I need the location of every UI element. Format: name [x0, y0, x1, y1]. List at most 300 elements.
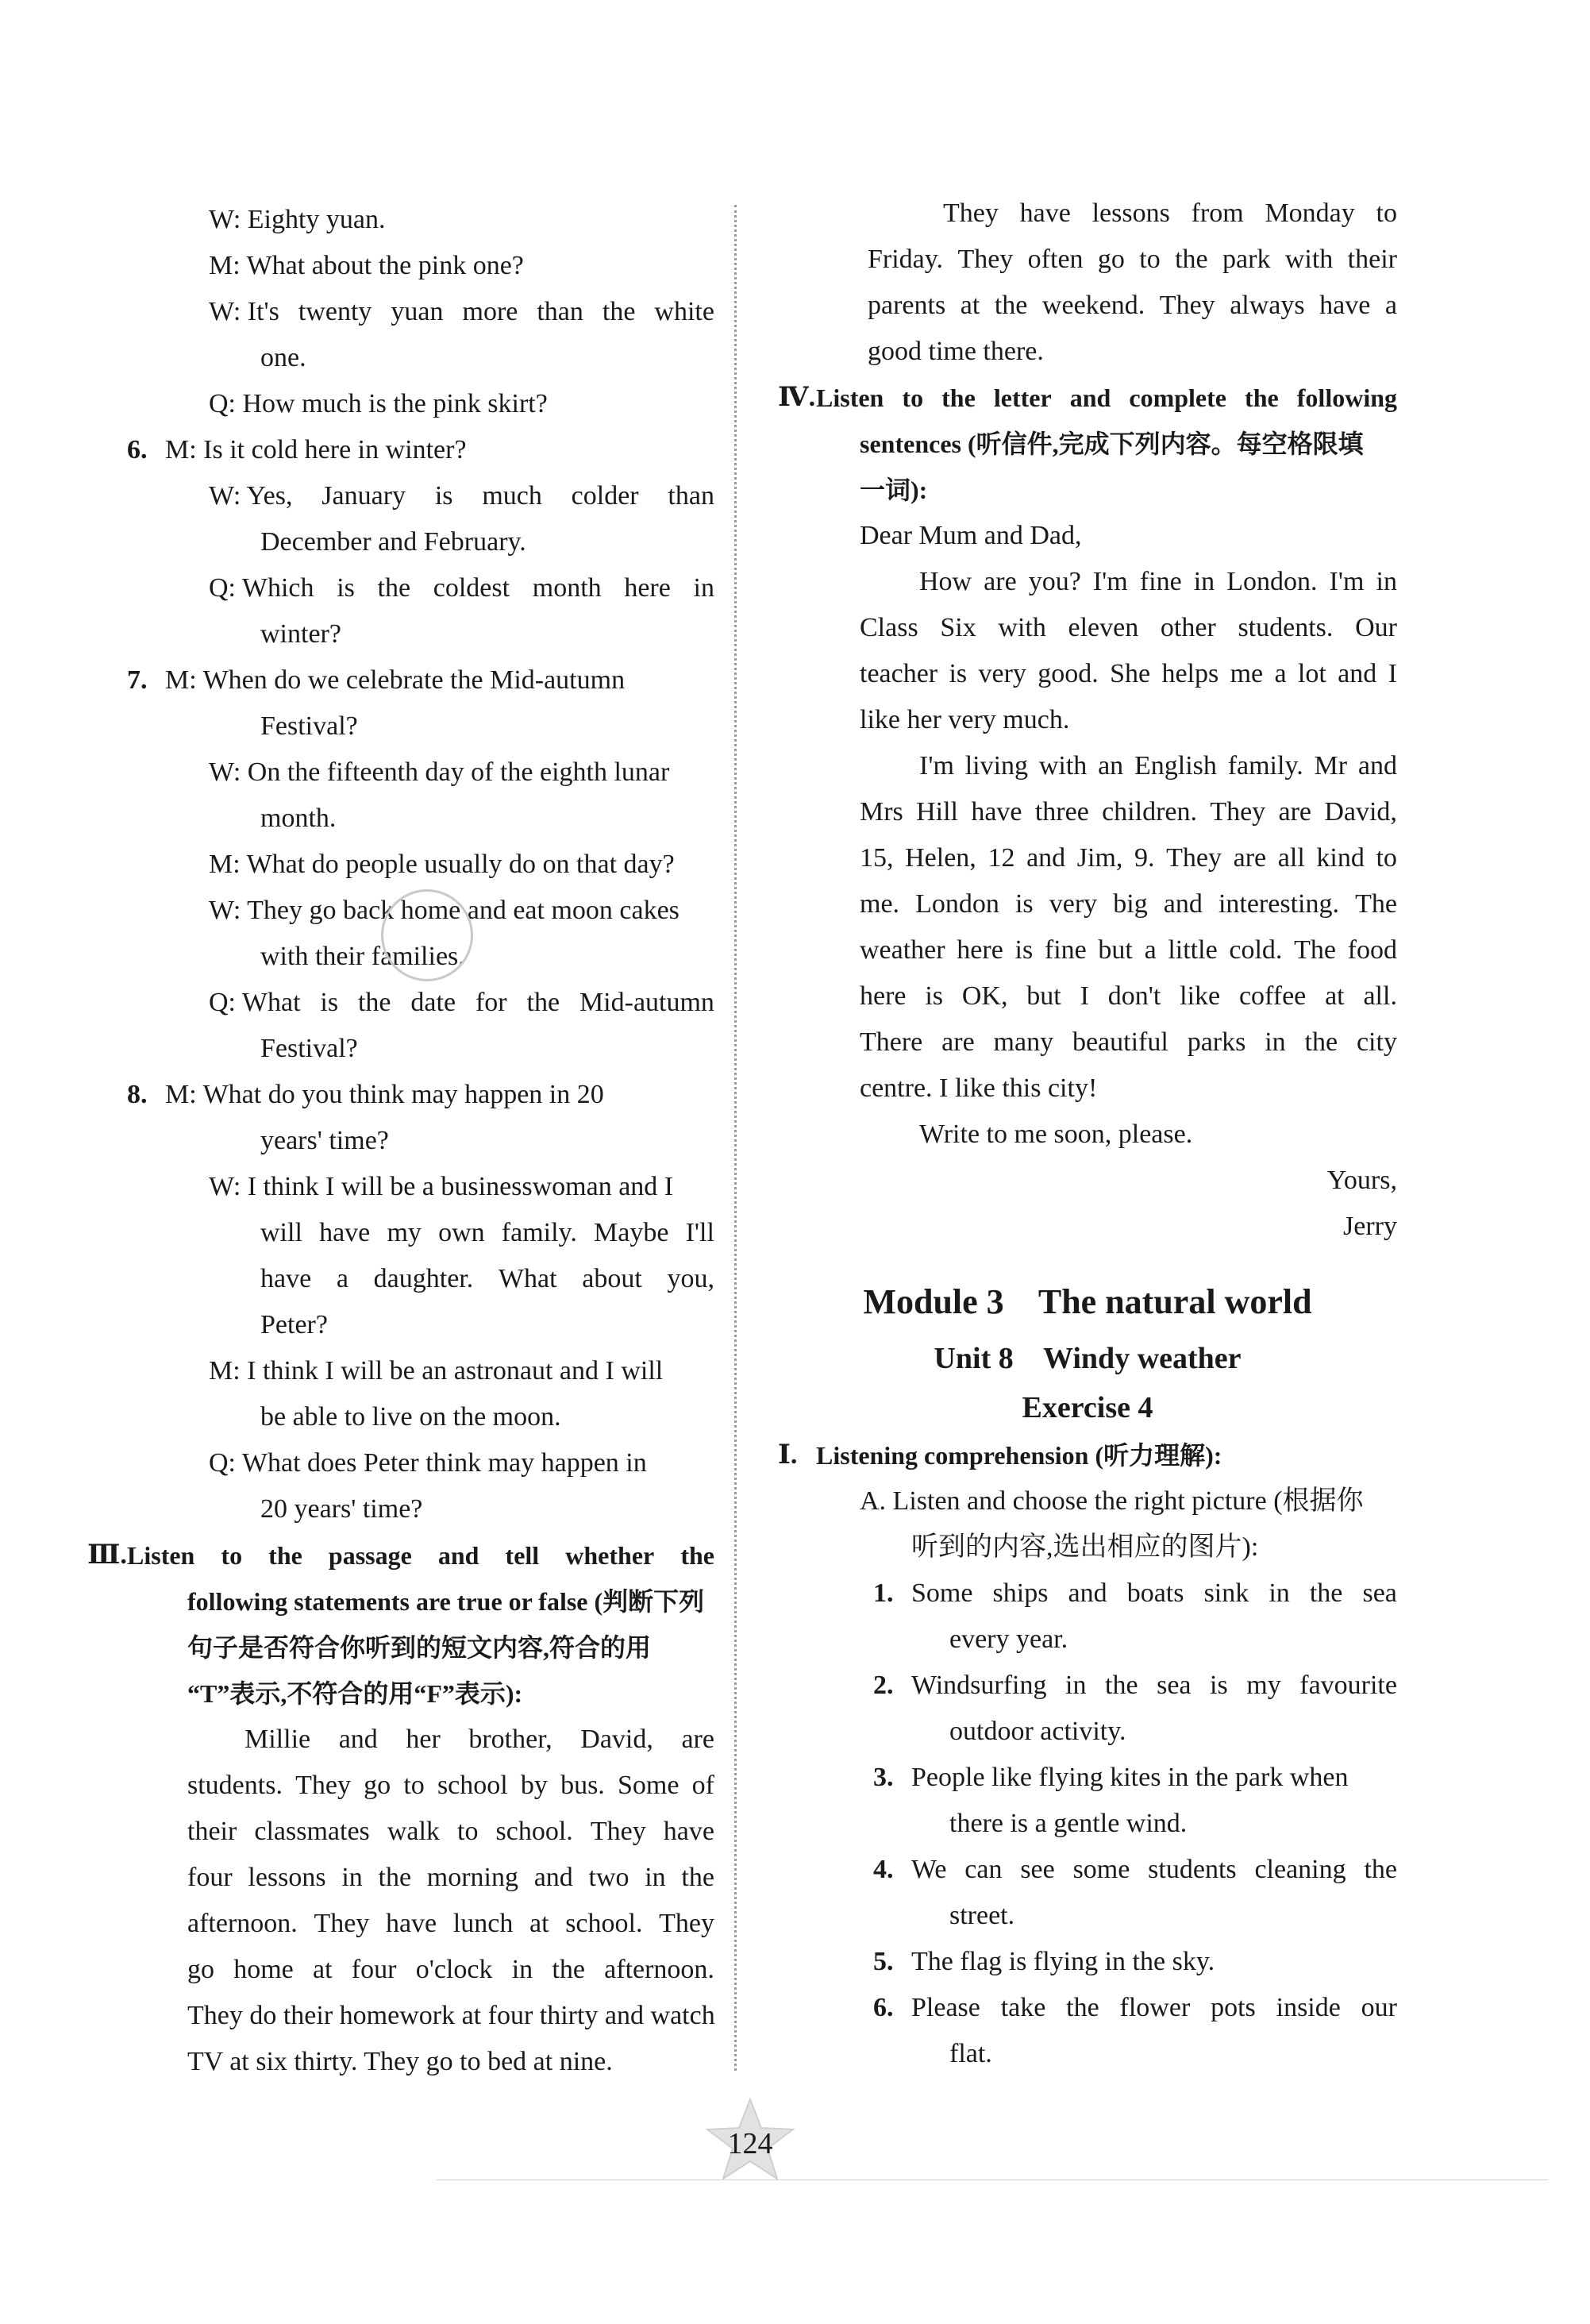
word: boats: [1126, 1578, 1184, 1608]
word: beautiful: [1072, 1027, 1168, 1057]
watermark-stamp: [381, 889, 473, 981]
word: their: [187, 1817, 237, 1846]
word: more: [462, 297, 518, 326]
word: see: [1020, 1855, 1055, 1884]
item-number: Ⅲ.: [87, 1540, 127, 1570]
word: school.: [565, 1909, 643, 1938]
page-number: 124: [727, 2127, 773, 2160]
word: the: [680, 1541, 714, 1570]
text: M: I think I will be an astronaut and I will: [209, 1356, 664, 1386]
word: Q: Which: [209, 573, 314, 603]
text: centre. I like this city!: [860, 1073, 1098, 1103]
word: their: [1347, 245, 1397, 274]
word: weather: [860, 935, 945, 965]
word: good.: [1038, 659, 1099, 688]
text-line: [127, 1901, 714, 1947]
word: an: [1098, 751, 1124, 780]
word: family.: [501, 1218, 577, 1247]
word: Millie: [244, 1725, 311, 1754]
text: W: Eighty yuan.: [209, 205, 386, 234]
line-text: [260, 1302, 714, 1348]
word: here: [624, 573, 671, 603]
word: park: [1222, 245, 1271, 274]
right-column: [778, 191, 1397, 2077]
text: M: What about the pink one?: [209, 251, 524, 280]
text: month.: [260, 804, 337, 833]
word: are: [984, 567, 1017, 596]
word: go: [1097, 245, 1125, 274]
word: of: [691, 1771, 714, 1800]
text-line: [127, 703, 714, 750]
text: W: They go back home and eat moon cakes: [209, 896, 680, 925]
text: M: Is it cold here in winter?: [165, 435, 467, 464]
line-text: [165, 427, 714, 473]
word: is: [949, 659, 968, 688]
word: They: [659, 1909, 714, 1938]
word: the: [1105, 1671, 1138, 1700]
word: the: [552, 1955, 585, 1984]
text: “T”表示,不符合的用“F”表示):: [187, 1679, 523, 1708]
text: winter?: [260, 619, 341, 649]
right-column-text: [778, 191, 1397, 1158]
word: me: [1230, 659, 1264, 688]
word: lessons: [248, 1863, 326, 1892]
line-text: [911, 1939, 1397, 1985]
closing-yours: Yours,: [1326, 1166, 1397, 1195]
word: parks: [1187, 1027, 1246, 1057]
text: 听到的内容,选出相应的图片):: [911, 1532, 1259, 1562]
text-line: [778, 973, 1397, 1019]
word: Monday: [1265, 198, 1355, 228]
line-text: [260, 519, 714, 565]
text: Q: How much is the pink skirt?: [209, 389, 548, 418]
line-text: [209, 243, 714, 289]
text-line: [778, 605, 1397, 651]
word: and: [1163, 889, 1203, 919]
text-line: [127, 1671, 714, 1717]
text: Listening comprehension (听力理解):: [816, 1441, 1222, 1470]
line-text: [260, 1256, 714, 1302]
text-line: [778, 1478, 1397, 1524]
word: to: [1139, 245, 1161, 274]
word: three: [1034, 797, 1089, 827]
word: a: [1144, 935, 1157, 965]
text: They do their homework at four thirty and watch: [187, 2001, 715, 2030]
text-line: [127, 381, 714, 427]
word: pots: [1211, 1993, 1256, 2022]
line-text: [127, 1532, 714, 1578]
word: will: [260, 1218, 302, 1247]
text-line: [778, 1939, 1397, 1985]
word: walk: [387, 1817, 440, 1846]
word: teacher: [860, 659, 938, 688]
exercise-items: [778, 1432, 1397, 2077]
line-text: [919, 559, 1397, 605]
text-line: [127, 796, 714, 842]
word: children.: [1102, 797, 1197, 827]
text-line: [778, 651, 1397, 697]
word: kind: [1316, 843, 1365, 873]
word: sea: [1157, 1671, 1192, 1700]
word: o'clock: [415, 1955, 493, 1984]
word: some: [1072, 1855, 1130, 1884]
line-text: [209, 1164, 714, 1210]
word: the: [1175, 245, 1208, 274]
text-line: [127, 1809, 714, 1855]
text: Dear Mum and Dad,: [860, 521, 1082, 550]
word: afternoon.: [187, 1909, 298, 1938]
text: following statements are true or false (判断下列: [187, 1587, 705, 1616]
word: the: [994, 291, 1028, 320]
line-text: [919, 743, 1397, 789]
word: is: [925, 981, 944, 1011]
text: street.: [949, 1901, 1015, 1930]
word: students: [1148, 1855, 1237, 1884]
word: is: [434, 481, 453, 511]
word: have: [971, 797, 1022, 827]
line-text: [187, 1901, 714, 1947]
word: parents: [868, 291, 946, 320]
text-line: [778, 375, 1397, 421]
word: The: [1355, 889, 1397, 919]
left-column: [87, 197, 715, 2085]
word: What: [498, 1264, 557, 1293]
word: my: [1246, 1671, 1281, 1700]
word: is: [1014, 889, 1034, 919]
word: about: [582, 1264, 642, 1293]
text-line: [127, 1256, 714, 1302]
line-text: [868, 237, 1397, 283]
word: twenty: [298, 297, 372, 326]
text: Peter?: [260, 1310, 328, 1339]
line-text: [209, 197, 714, 243]
word: you?: [1028, 567, 1081, 596]
word: a: [1384, 291, 1397, 320]
text-line: [778, 1985, 1397, 2031]
word: Friday.: [868, 245, 944, 274]
text: Write to me soon, please.: [919, 1120, 1193, 1149]
line-text: [943, 191, 1397, 237]
word: at: [529, 1909, 549, 1938]
line-text: [949, 2031, 1397, 2077]
word: fine: [1139, 567, 1182, 596]
word: and: [1068, 1578, 1107, 1608]
word: in: [341, 1863, 363, 1892]
word: and: [1338, 659, 1377, 688]
word: but: [1026, 981, 1061, 1011]
word: family.: [1227, 751, 1303, 780]
word: have: [1019, 198, 1071, 228]
text-line: [778, 835, 1397, 881]
text-line: [778, 1524, 1397, 1571]
text-line: [778, 1847, 1397, 1893]
word: our: [1361, 1993, 1397, 2022]
word: letter: [993, 383, 1052, 412]
line-text: [816, 375, 1397, 421]
word: in: [1376, 567, 1397, 596]
word: to: [902, 383, 924, 412]
text-line: [778, 2031, 1397, 2077]
word: my: [387, 1218, 422, 1247]
item-number: Ⅰ.: [778, 1440, 798, 1470]
word: in: [1193, 567, 1215, 596]
word: all.: [1363, 981, 1397, 1011]
word: afternoon.: [604, 1955, 714, 1984]
text-line: [127, 1486, 714, 1532]
line-text: [816, 1432, 1397, 1478]
text-line: [778, 283, 1397, 329]
word: in: [1265, 1027, 1286, 1057]
word: the: [268, 1541, 302, 1570]
word: sink: [1203, 1578, 1249, 1608]
word: Windsurfing: [911, 1671, 1047, 1700]
word: the: [1364, 1855, 1397, 1884]
word: Mrs: [860, 797, 903, 827]
word: English: [1134, 751, 1217, 780]
text-line: [127, 427, 714, 473]
word: lot: [1297, 659, 1326, 688]
line-text: [860, 881, 1397, 927]
item-number: 8.: [127, 1080, 148, 1109]
text: 20 years' time?: [260, 1494, 423, 1524]
word: Listen: [127, 1541, 195, 1570]
word: Helen,: [905, 843, 976, 873]
word: cleaning: [1254, 1855, 1346, 1884]
line-text: [260, 703, 714, 750]
line-text: [860, 513, 1397, 559]
word: to: [403, 1771, 425, 1800]
text-line: [778, 559, 1397, 605]
line-text: [209, 381, 714, 427]
word: lessons: [1091, 198, 1170, 228]
text-line: [127, 657, 714, 703]
word: They: [295, 1771, 351, 1800]
word: W: Yes,: [209, 481, 293, 511]
word: the: [377, 573, 411, 603]
text-line: [127, 519, 714, 565]
word: cold.: [1229, 935, 1283, 965]
line-text: [260, 611, 714, 657]
line-text: [187, 1855, 714, 1901]
item-number: 7.: [127, 665, 148, 695]
word: with: [1284, 245, 1334, 274]
word: me.: [860, 889, 900, 919]
text-line: [127, 1855, 714, 1901]
text: People like flying kites in the park when: [911, 1763, 1349, 1792]
word: is: [337, 573, 355, 603]
word: students.: [1238, 613, 1334, 642]
word: to: [1376, 843, 1397, 873]
word: fine: [1044, 935, 1087, 965]
text-line: [127, 1947, 714, 1993]
line-text: [911, 1663, 1397, 1709]
text: flat.: [949, 2039, 992, 2068]
word: coffee: [1238, 981, 1307, 1011]
line-text: [187, 1809, 714, 1855]
word: Some: [911, 1578, 973, 1608]
word: in: [645, 1863, 666, 1892]
word: morning: [426, 1863, 518, 1892]
text-line: [127, 197, 714, 243]
word: the: [357, 988, 391, 1017]
word: Jim,: [1076, 843, 1123, 873]
word: than: [668, 481, 714, 511]
word: ships: [992, 1578, 1049, 1608]
word: and: [533, 1863, 573, 1892]
text-line: [127, 1072, 714, 1118]
text: W: I think I will be a businesswoman and I: [209, 1172, 674, 1201]
line-text: [919, 1112, 1397, 1158]
text-line: [127, 1763, 714, 1809]
line-text: [860, 1478, 1397, 1524]
text: TV at six thirty. They go to bed at nine.: [187, 2047, 613, 2076]
text: M: What do people usually do on that day?: [209, 850, 675, 879]
word: inside: [1276, 1993, 1341, 2022]
text-line: [127, 1717, 714, 1763]
line-text: [260, 796, 714, 842]
word: at: [960, 291, 980, 320]
line-text: [260, 1394, 714, 1440]
word: but: [1098, 935, 1133, 965]
word: 9.: [1134, 843, 1155, 873]
text: W: On the fifteenth day of the eighth lunar: [209, 757, 670, 787]
text-line: [127, 1302, 714, 1348]
line-text: [860, 651, 1397, 697]
line-text: [949, 1893, 1397, 1939]
word: They: [943, 198, 999, 228]
text: M: What do you think may happen in 20: [165, 1080, 604, 1109]
word: Mid-autumn: [579, 988, 714, 1017]
word: and: [1026, 843, 1066, 873]
text: sentences (听信件,完成下列内容。每空格限填: [860, 430, 1364, 458]
line-text: [209, 565, 714, 611]
word: are: [1233, 843, 1267, 873]
line-text: [868, 329, 1397, 375]
text-line: [778, 329, 1397, 375]
word: don't: [1107, 981, 1161, 1011]
word: Hill: [916, 797, 959, 827]
line-text: [187, 1947, 714, 1993]
word: to: [221, 1541, 243, 1570]
text-line: [127, 1026, 714, 1072]
word: January: [321, 481, 406, 511]
word: students.: [187, 1771, 283, 1800]
word: the: [941, 383, 976, 412]
word: and: [437, 1541, 479, 1570]
word: the: [526, 988, 560, 1017]
word: date: [410, 988, 456, 1017]
word: living: [964, 751, 1029, 780]
item-number: 1.: [873, 1578, 894, 1608]
word: brother,: [468, 1725, 552, 1754]
word: They: [957, 245, 1014, 274]
line-text: [209, 473, 714, 519]
text-line: [778, 1019, 1397, 1066]
column-divider: [734, 205, 737, 2071]
word: have: [260, 1264, 312, 1293]
line-text: [860, 835, 1397, 881]
line-text: [860, 973, 1397, 1019]
word: always: [1230, 291, 1305, 320]
word: the: [378, 1863, 412, 1892]
word: you,: [667, 1264, 714, 1293]
word: by: [520, 1771, 548, 1800]
line-text: [911, 1524, 1397, 1571]
line-text: [911, 1571, 1397, 1617]
word: Q: What: [209, 988, 301, 1017]
line-text: [860, 605, 1397, 651]
word: big: [1113, 889, 1148, 919]
word: school.: [495, 1817, 573, 1846]
line-text: [949, 1709, 1397, 1755]
line-text: [260, 1210, 714, 1256]
word: Our: [1355, 613, 1397, 642]
line-text: [260, 1026, 714, 1072]
text: one.: [260, 343, 306, 372]
word: They: [590, 1817, 646, 1846]
module-title: Module 3 The natural world: [863, 1282, 1312, 1321]
item-number: 3.: [873, 1763, 894, 1792]
text-line: [778, 237, 1397, 283]
text-line: [778, 421, 1397, 467]
word: tell: [505, 1541, 540, 1570]
word: 12: [987, 843, 1015, 873]
word: David,: [580, 1725, 653, 1754]
word: daughter.: [373, 1264, 474, 1293]
word: We: [911, 1855, 947, 1884]
word: following: [1296, 383, 1397, 412]
word: can: [964, 1855, 1003, 1884]
word: much: [482, 481, 542, 511]
word: the: [1309, 1578, 1343, 1608]
text: 一词):: [860, 476, 928, 504]
text-line: [127, 1993, 714, 2039]
closing-name: Jerry: [1343, 1212, 1397, 1241]
word: own: [438, 1218, 485, 1247]
text-line: [778, 1801, 1397, 1847]
word: Listen: [816, 383, 884, 412]
word: and: [1357, 751, 1397, 780]
item-number: 5.: [873, 1947, 894, 1976]
line-text: [187, 2039, 714, 2085]
word: have: [663, 1817, 714, 1846]
text-line: [127, 1348, 714, 1394]
word: have: [385, 1909, 437, 1938]
exercise-title: Exercise 4: [1022, 1391, 1153, 1424]
word: whether: [565, 1541, 655, 1570]
text-line: [127, 750, 714, 796]
word: complete: [1129, 383, 1226, 412]
word: She: [1110, 659, 1151, 688]
text-line: [127, 611, 714, 657]
word: sea: [1362, 1578, 1397, 1608]
word: at: [1325, 981, 1345, 1011]
word: in: [693, 573, 714, 603]
word: How: [919, 567, 972, 596]
word: and: [338, 1725, 378, 1754]
text-line: [778, 881, 1397, 927]
text: Festival?: [260, 1034, 358, 1063]
word: the: [602, 297, 636, 326]
word: home: [233, 1955, 294, 1984]
text-line: [127, 1118, 714, 1164]
word: are: [681, 1725, 714, 1754]
word: bus.: [560, 1771, 605, 1800]
word: colder: [571, 481, 639, 511]
word: many: [993, 1027, 1054, 1057]
word: Maybe: [594, 1218, 669, 1247]
item-number: 6.: [873, 1993, 894, 2022]
